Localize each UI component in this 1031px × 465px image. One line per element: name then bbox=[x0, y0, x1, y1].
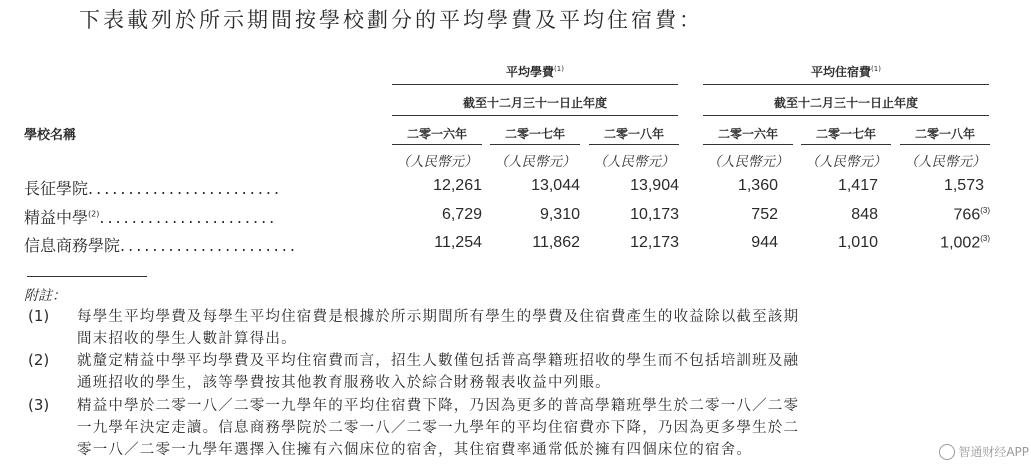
table-cell: 1,417 bbox=[837, 177, 878, 194]
table-cell: 1,360 bbox=[737, 177, 778, 194]
notes-title: 附註： bbox=[24, 288, 66, 304]
note-number: (3) bbox=[28, 396, 50, 414]
year-header: 二零一六年 bbox=[406, 127, 467, 141]
watermark-text: 智通财经APP bbox=[958, 445, 1029, 459]
unit-label: （人民幣元） bbox=[396, 154, 478, 170]
table-cell: 11,862 bbox=[532, 234, 580, 251]
table-cell: 1,010 bbox=[837, 234, 878, 251]
school-row-label: 精益中學$^{(2)}$...................... bbox=[24, 208, 278, 227]
divider bbox=[392, 115, 678, 116]
year-header: 二零一七年 bbox=[815, 127, 876, 141]
unit-label: （人民幣元） bbox=[707, 154, 789, 170]
year-header: 二零一八年 bbox=[603, 127, 664, 141]
unit-label: （人民幣元） bbox=[593, 154, 675, 170]
table-cell: 13,904 bbox=[630, 177, 679, 194]
divider bbox=[703, 115, 989, 116]
unit-label: （人民幣元） bbox=[904, 154, 986, 170]
table-cell: 13,044 bbox=[531, 177, 580, 194]
table-cell: 12,261 bbox=[433, 177, 482, 194]
divider bbox=[392, 84, 678, 85]
school-name-header: 學校名稱 bbox=[24, 128, 77, 143]
table-cell: 1,573 bbox=[943, 177, 984, 194]
divider bbox=[490, 144, 580, 145]
divider bbox=[900, 144, 990, 145]
note-text: 精益中學於二零一八／二零一九學年的平均住宿費下降，乃因為更多的普高學籍班學生於二零一八／二零 一九學年決定走讀。信息商務學院於二零一八／二零一九學年的平均住宿費亦下降，乃因為更多學生於二 零一八／二零一九學年選擇入住擁有六個床位的宿舍，其住宿費率通常低於擁有四個床位的宿舍。 bbox=[77, 398, 800, 458]
divider bbox=[703, 144, 793, 145]
divider bbox=[589, 144, 679, 145]
note-text: 就釐定精益中學平均學費及平均住宿費而言，招生人數僅包括普高學籍班招收的學生而不包括培訓班及融 通班招收的學生，該等學費按其他教育服務收入於綜合財務報表收益中列賬。 bbox=[77, 353, 800, 391]
divider bbox=[703, 84, 989, 85]
note-number: (2) bbox=[28, 351, 50, 369]
table-cell: 766$^{(3)}$ bbox=[953, 206, 990, 224]
notes-divider bbox=[27, 276, 147, 277]
year-header: 二零一八年 bbox=[914, 127, 975, 141]
table-cell: 1,002$^{(3)}$ bbox=[940, 234, 990, 252]
school-row-label: 長征學院........................ bbox=[24, 179, 283, 198]
table-cell: 9,310 bbox=[539, 206, 580, 223]
intro-text: 下表載列於所示期間按學校劃分的平均學費及平均住宿費： bbox=[79, 8, 703, 32]
year-header: 二零一六年 bbox=[717, 127, 778, 141]
header-avg-boarding: 平均住宿費$^{(1)}$ bbox=[811, 65, 881, 79]
table-cell: 12,173 bbox=[630, 234, 679, 251]
table-cell: 6,729 bbox=[441, 206, 482, 223]
year-header: 二零一七年 bbox=[504, 127, 565, 141]
note-text: 每學生平均學費及每學生平均住宿費是根據於所示期間所有學生的學費及住宿費產生的收益除以截至該期 間末招收的學生人數計算得出。 bbox=[77, 309, 800, 347]
divider bbox=[801, 144, 891, 145]
table-cell: 848 bbox=[851, 206, 878, 223]
period-label: 截至十二月三十一日止年度 bbox=[773, 96, 918, 110]
table-cell: 10,173 bbox=[630, 206, 679, 223]
table-cell: 11,254 bbox=[434, 234, 482, 251]
period-label: 截至十二月三十一日止年度 bbox=[462, 96, 607, 110]
watermark bbox=[939, 443, 1029, 460]
unit-label: （人民幣元） bbox=[494, 154, 576, 170]
table-cell: 944 bbox=[751, 234, 778, 251]
header-avg-tuition: 平均學費$^{(1)}$ bbox=[506, 65, 564, 79]
table-cell: 752 bbox=[751, 206, 778, 223]
watermark-logo-icon bbox=[939, 444, 955, 460]
note-number: (1) bbox=[28, 307, 50, 325]
school-row-label: 信息商務學院...................... bbox=[24, 236, 298, 255]
divider bbox=[392, 144, 482, 145]
unit-label: （人民幣元） bbox=[805, 154, 887, 170]
